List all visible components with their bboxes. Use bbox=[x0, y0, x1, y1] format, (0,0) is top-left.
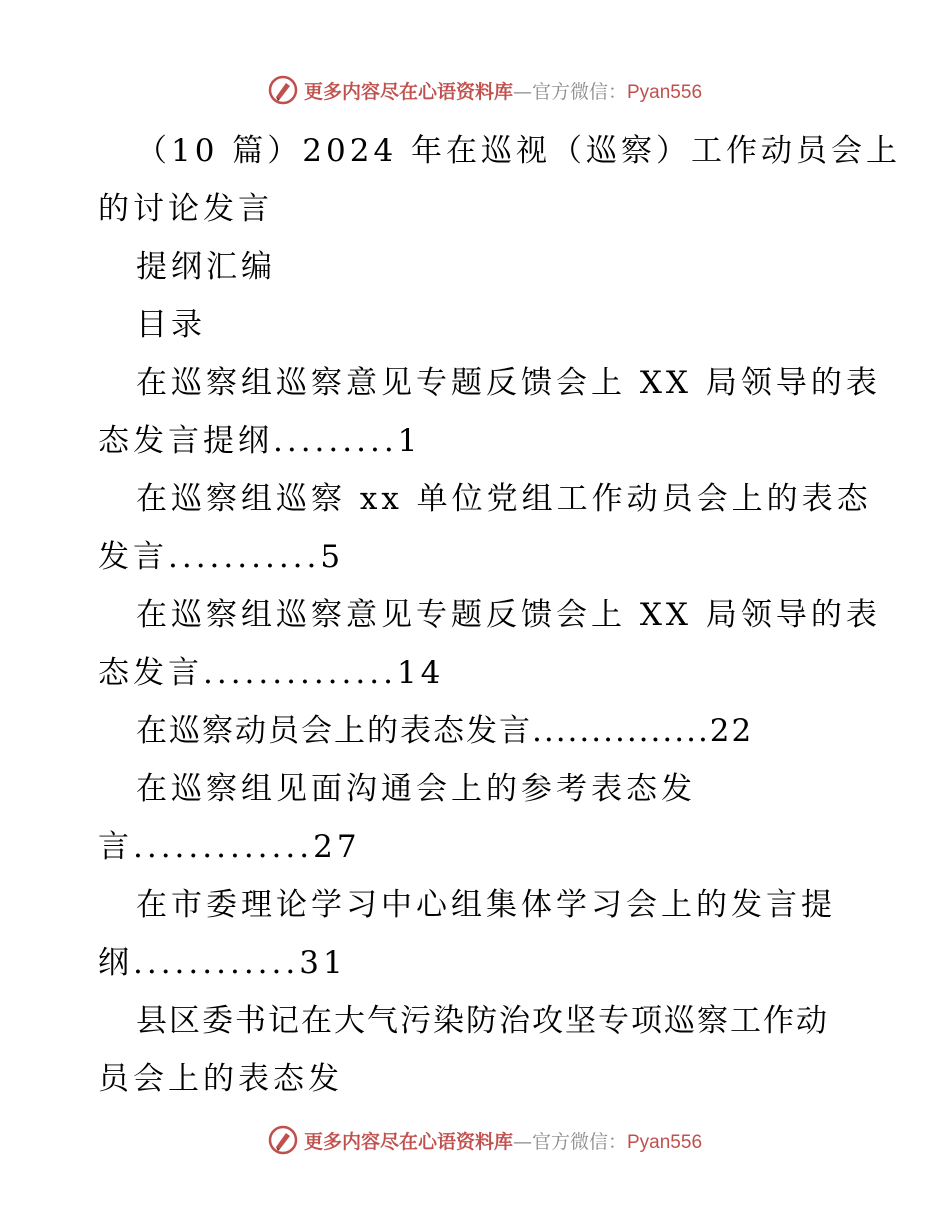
watermark-wechat-id: Pyan556 bbox=[627, 81, 703, 103]
document-body bbox=[98, 122, 902, 1108]
toc-entry-7-line2: 员会上的表态发 bbox=[98, 1061, 343, 1097]
footer-watermark bbox=[0, 1120, 950, 1160]
toc-entry-2-line1: 在巡察组巡察 xx 单位党组工作动员会上的表态 bbox=[136, 481, 872, 517]
toc-entry-2-line2: 发言...........5 bbox=[98, 539, 345, 575]
document-title-line1: （10 篇）2024 年在巡视（巡察）工作动员会上 bbox=[136, 133, 902, 169]
watermark-wechat-id: Pyan556 bbox=[627, 1131, 703, 1153]
watermark-wechat-label: 官方微信： bbox=[531, 1130, 627, 1153]
toc-heading: 目录 bbox=[136, 307, 206, 343]
watermark-text bbox=[304, 1127, 702, 1154]
toc-entry-5-line2: 言.............27 bbox=[98, 829, 361, 865]
watermark-wechat-label: 官方微信： bbox=[531, 80, 627, 103]
toc-entry-3-line1: 在巡察组巡察意见专题反馈会上 XX 局领导的表 bbox=[136, 597, 881, 633]
toc-entry-1-line1: 在巡察组巡察意见专题反馈会上 XX 局领导的表 bbox=[136, 365, 881, 401]
pen-logo-icon bbox=[268, 1125, 298, 1155]
watermark-brand: 更多内容尽在心语资料库 bbox=[303, 80, 513, 103]
toc-entry-6-line2: 纲............31 bbox=[98, 945, 347, 981]
toc-entry-6-line1: 在市委理论学习中心组集体学习会上的发言提 bbox=[136, 887, 836, 923]
toc-entry-5-line1: 在巡察组见面沟通会上的参考表态发 bbox=[136, 771, 696, 807]
toc-entry-4-line1: 在巡察动员会上的表态发言...............22 bbox=[136, 713, 754, 749]
watermark-brand: 更多内容尽在心语资料库 bbox=[303, 1130, 513, 1153]
toc-entry-7-line1: 县区委书记在大气污染防治攻坚专项巡察工作动 bbox=[136, 1003, 829, 1039]
watermark-text bbox=[304, 77, 702, 104]
watermark-dash: — bbox=[512, 80, 532, 103]
watermark-dash: — bbox=[512, 1130, 532, 1153]
header-watermark bbox=[0, 70, 950, 110]
toc-entry-1-line2: 态发言提纲.........1 bbox=[98, 423, 422, 459]
toc-entry-3-line2: 态发言..............14 bbox=[98, 655, 445, 691]
pen-logo-icon bbox=[268, 75, 298, 105]
document-title-line2: 的讨论发言 bbox=[98, 191, 273, 227]
document-subtitle: 提纲汇编 bbox=[136, 249, 276, 285]
